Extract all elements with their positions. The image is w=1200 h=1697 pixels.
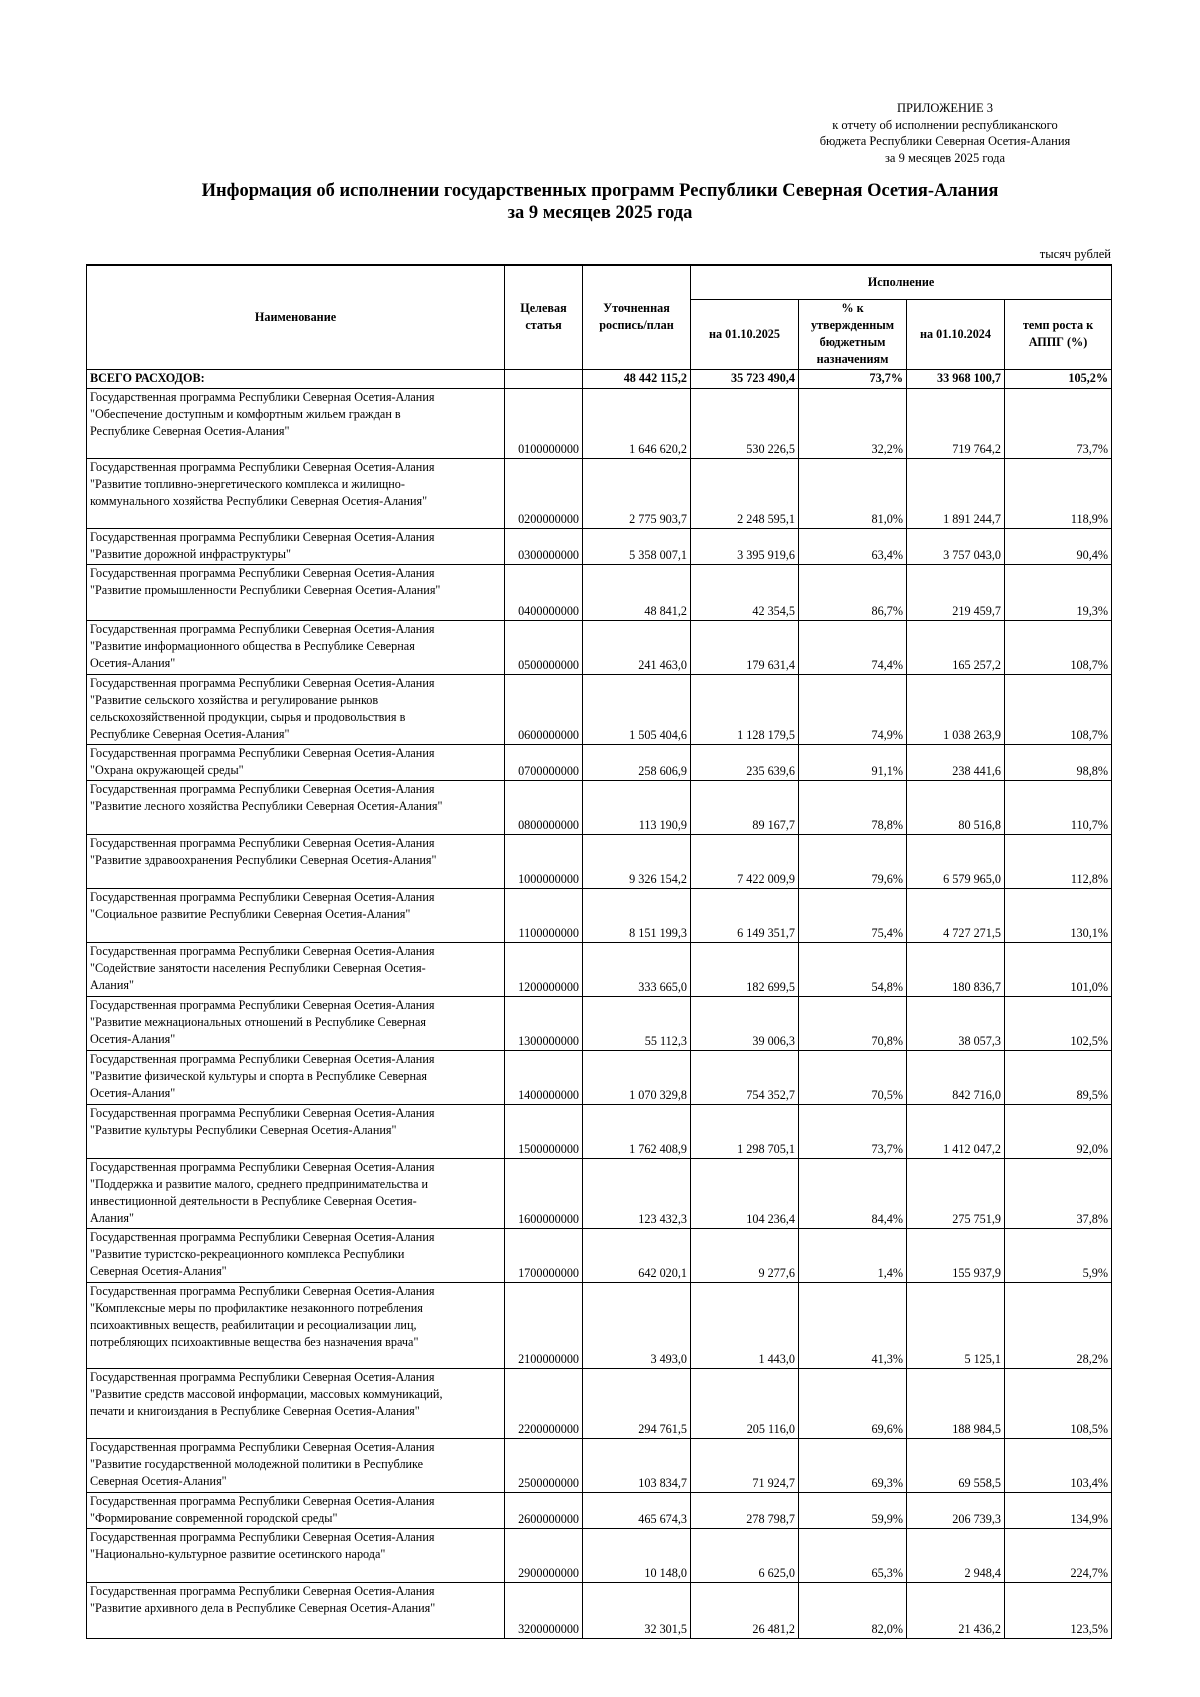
- program-name: [87, 528, 505, 564]
- header-growth: темп роста к АППГ (%): [1005, 299, 1112, 369]
- cell-percent: 74,9%: [799, 674, 907, 744]
- cell-code: 3200000000: [505, 1582, 583, 1638]
- cell-growth: 130,1%: [1005, 888, 1112, 942]
- programs-table: [86, 264, 1112, 1639]
- cell-percent: 91,1%: [799, 744, 907, 780]
- table-row: [87, 1528, 1112, 1582]
- cell-code: 1200000000: [505, 942, 583, 996]
- cell-previous: 4 727 271,5: [907, 888, 1005, 942]
- cell-percent: 78,8%: [799, 780, 907, 834]
- program-name-line: "Охрана окружающей среды": [90, 762, 244, 777]
- program-name-line: "Содействие занятости населения Республики Северная Осетия-: [90, 960, 426, 975]
- program-name-line: Северная Осетия-Алания": [90, 1473, 227, 1488]
- cell-current: 179 631,4: [691, 620, 799, 674]
- cell-percent: 32,2%: [799, 388, 907, 458]
- table-body: [87, 369, 1112, 1638]
- cell-growth: 108,7%: [1005, 674, 1112, 744]
- table-row: [87, 1228, 1112, 1282]
- program-name: [87, 1104, 505, 1158]
- cell-code: 0500000000: [505, 620, 583, 674]
- cell-growth: 19,3%: [1005, 564, 1112, 620]
- table-row: [87, 528, 1112, 564]
- cell-previous: 1 412 047,2: [907, 1104, 1005, 1158]
- cell-code: 1300000000: [505, 996, 583, 1050]
- cell-previous: 80 516,8: [907, 780, 1005, 834]
- program-name: [87, 1228, 505, 1282]
- table-row: [87, 1104, 1112, 1158]
- program-name-line: "Обеспечение доступным и комфортным жильем граждан в: [90, 406, 401, 421]
- cell-plan: 241 463,0: [583, 620, 691, 674]
- cell-current: 1 443,0: [691, 1282, 799, 1368]
- program-name-line: Осетия-Алания": [90, 655, 176, 670]
- cell-growth: 224,7%: [1005, 1528, 1112, 1582]
- cell-previous: 2 948,4: [907, 1528, 1005, 1582]
- cell-code: 0200000000: [505, 458, 583, 528]
- program-name-line: Государственная программа Республики Северная Осетия-Алания: [90, 459, 435, 474]
- header-plan: Уточненная роспись/план: [583, 265, 691, 369]
- cell-current: 71 924,7: [691, 1438, 799, 1492]
- program-name-line: Государственная программа Республики Северная Осетия-Алания: [90, 529, 435, 544]
- cell-previous: 165 257,2: [907, 620, 1005, 674]
- cell-code: 2500000000: [505, 1438, 583, 1492]
- annex-header: [800, 100, 1090, 166]
- program-name: [87, 388, 505, 458]
- cell-code: 2200000000: [505, 1368, 583, 1438]
- total-row: [87, 369, 1112, 388]
- cell-current: 104 236,4: [691, 1158, 799, 1228]
- cell-previous: 5 125,1: [907, 1282, 1005, 1368]
- cell-code: 0700000000: [505, 744, 583, 780]
- cell-previous: 275 751,9: [907, 1158, 1005, 1228]
- table-row: [87, 942, 1112, 996]
- program-name: [87, 1158, 505, 1228]
- cell-current: 1 128 179,5: [691, 674, 799, 744]
- table-row: [87, 1438, 1112, 1492]
- program-name-line: инвестиционной деятельности в Республике Северная Осетия-: [90, 1193, 417, 1208]
- cell-plan: 55 112,3: [583, 996, 691, 1050]
- cell-plan: 465 674,3: [583, 1492, 691, 1528]
- cell-code: 2100000000: [505, 1282, 583, 1368]
- cell-code: 1500000000: [505, 1104, 583, 1158]
- program-name-line: "Комплексные меры по профилактике незаконного потребления: [90, 1300, 423, 1315]
- cell-plan: 258 606,9: [583, 744, 691, 780]
- table-row: [87, 1368, 1112, 1438]
- program-name-line: Государственная программа Республики Северная Осетия-Алания: [90, 1159, 435, 1174]
- title-line: за 9 месяцев 2025 года: [507, 203, 693, 223]
- cell-code: 1000000000: [505, 834, 583, 888]
- cell-previous: 206 739,3: [907, 1492, 1005, 1528]
- cell-code: 0600000000: [505, 674, 583, 744]
- program-name: [87, 674, 505, 744]
- table-row: [87, 1282, 1112, 1368]
- table-row: [87, 458, 1112, 528]
- program-name: [87, 1492, 505, 1528]
- program-name: [87, 1282, 505, 1368]
- total-plan: 48 442 115,2: [583, 369, 691, 388]
- total-growth: 105,2%: [1005, 369, 1112, 388]
- cell-percent: 75,4%: [799, 888, 907, 942]
- program-name-line: сельскохозяйственной продукции, сырья и продовольствия в: [90, 709, 406, 724]
- table-row: [87, 834, 1112, 888]
- cell-code: 1700000000: [505, 1228, 583, 1282]
- cell-code: 1100000000: [505, 888, 583, 942]
- cell-growth: 90,4%: [1005, 528, 1112, 564]
- cell-plan: 103 834,7: [583, 1438, 691, 1492]
- cell-current: 7 422 009,9: [691, 834, 799, 888]
- cell-plan: 333 665,0: [583, 942, 691, 996]
- cell-growth: 98,8%: [1005, 744, 1112, 780]
- program-name-line: Республике Северная Осетия-Алания": [90, 726, 290, 741]
- cell-current: 1 298 705,1: [691, 1104, 799, 1158]
- table-row: [87, 674, 1112, 744]
- program-name-line: "Социальное развитие Республики Северная Осетия-Алания": [90, 906, 411, 921]
- table-row: [87, 1492, 1112, 1528]
- program-name: [87, 1528, 505, 1582]
- program-name: [87, 996, 505, 1050]
- cell-current: 530 226,5: [691, 388, 799, 458]
- program-name-line: потребляющих психоактивные вещества без назначения врача": [90, 1334, 419, 1349]
- cell-percent: 65,3%: [799, 1528, 907, 1582]
- cell-growth: 118,9%: [1005, 458, 1112, 528]
- program-name-line: Государственная программа Республики Северная Осетия-Алания: [90, 745, 435, 760]
- cell-percent: 63,4%: [799, 528, 907, 564]
- cell-plan: 1 762 408,9: [583, 1104, 691, 1158]
- program-name-line: психоактивных веществ, реабилитации и ресоциализации лиц,: [90, 1317, 417, 1332]
- program-name-line: Государственная программа Республики Северная Осетия-Алания: [90, 1051, 435, 1066]
- cell-plan: 8 151 199,3: [583, 888, 691, 942]
- cell-growth: 89,5%: [1005, 1050, 1112, 1104]
- program-name-line: Государственная программа Республики Северная Осетия-Алания: [90, 943, 435, 958]
- cell-current: 42 354,5: [691, 564, 799, 620]
- cell-percent: 82,0%: [799, 1582, 907, 1638]
- program-name: [87, 888, 505, 942]
- cell-plan: 32 301,5: [583, 1582, 691, 1638]
- program-name-line: "Поддержка и развитие малого, среднего предпринимательства и: [90, 1176, 429, 1191]
- header-previous: на 01.10.2024: [907, 299, 1005, 369]
- cell-plan: 48 841,2: [583, 564, 691, 620]
- total-current: 35 723 490,4: [691, 369, 799, 388]
- program-name-line: "Формирование современной городской среды": [90, 1510, 338, 1525]
- annex-line: к отчету об исполнении республиканского: [832, 117, 1058, 132]
- cell-current: 89 167,7: [691, 780, 799, 834]
- cell-plan: 1 070 329,8: [583, 1050, 691, 1104]
- program-name-line: Государственная программа Республики Северная Осетия-Алания: [90, 1493, 435, 1508]
- cell-current: 6 625,0: [691, 1528, 799, 1582]
- cell-plan: 113 190,9: [583, 780, 691, 834]
- cell-plan: 9 326 154,2: [583, 834, 691, 888]
- program-name-line: Государственная программа Республики Северная Осетия-Алания: [90, 997, 435, 1012]
- program-name: [87, 1582, 505, 1638]
- cell-current: 9 277,6: [691, 1228, 799, 1282]
- program-name-line: Государственная программа Республики Северная Осетия-Алания: [90, 889, 435, 904]
- program-name-line: "Развитие государственной молодежной политики в Республике: [90, 1456, 424, 1471]
- cell-percent: 69,3%: [799, 1438, 907, 1492]
- cell-current: 205 116,0: [691, 1368, 799, 1438]
- cell-current: 754 352,7: [691, 1050, 799, 1104]
- program-name-line: "Развитие информационного общества в Республике Северная: [90, 638, 415, 653]
- table-row: [87, 744, 1112, 780]
- cell-growth: 110,7%: [1005, 780, 1112, 834]
- cell-percent: 59,9%: [799, 1492, 907, 1528]
- program-name-line: Государственная программа Республики Северная Осетия-Алания: [90, 781, 435, 796]
- program-name-line: Алания": [90, 1210, 134, 1225]
- table-row: [87, 620, 1112, 674]
- program-name: [87, 1438, 505, 1492]
- cell-growth: 5,9%: [1005, 1228, 1112, 1282]
- program-name-line: "Развитие межнациональных отношений в Республике Северная: [90, 1014, 426, 1029]
- cell-current: 26 481,2: [691, 1582, 799, 1638]
- program-name: [87, 564, 505, 620]
- program-name-line: Государственная программа Республики Северная Осетия-Алания: [90, 1369, 435, 1384]
- cell-percent: 74,4%: [799, 620, 907, 674]
- program-name-line: "Развитие сельского хозяйства и регулирование рынков: [90, 692, 379, 707]
- cell-previous: 842 716,0: [907, 1050, 1005, 1104]
- total-previous: 33 968 100,7: [907, 369, 1005, 388]
- header-execution: Исполнение: [691, 265, 1112, 299]
- cell-percent: 41,3%: [799, 1282, 907, 1368]
- program-name-line: Государственная программа Республики Северная Осетия-Алания: [90, 1229, 435, 1244]
- program-name-line: "Развитие промышленности Республики Северная Осетия-Алания": [90, 582, 441, 597]
- cell-plan: 1 505 404,6: [583, 674, 691, 744]
- cell-growth: 103,4%: [1005, 1438, 1112, 1492]
- program-name-line: Государственная программа Республики Северная Осетия-Алания: [90, 675, 435, 690]
- cell-percent: 86,7%: [799, 564, 907, 620]
- cell-plan: 123 432,3: [583, 1158, 691, 1228]
- cell-previous: 21 436,2: [907, 1582, 1005, 1638]
- cell-previous: 3 757 043,0: [907, 528, 1005, 564]
- program-name-line: Государственная программа Республики Северная Осетия-Алания: [90, 1439, 435, 1454]
- program-name-line: "Развитие здравоохранения Республики Северная Осетия-Алания": [90, 852, 437, 867]
- cell-percent: 73,7%: [799, 1104, 907, 1158]
- cell-code: 0400000000: [505, 564, 583, 620]
- table-row: [87, 780, 1112, 834]
- program-name-line: Осетия-Алания": [90, 1031, 176, 1046]
- cell-plan: 3 493,0: [583, 1282, 691, 1368]
- cell-current: 2 248 595,1: [691, 458, 799, 528]
- table-row: [87, 388, 1112, 458]
- cell-previous: 38 057,3: [907, 996, 1005, 1050]
- program-name-line: "Развитие туристско-рекреационного комплекса Республики: [90, 1246, 405, 1261]
- program-name: [87, 834, 505, 888]
- cell-plan: 5 358 007,1: [583, 528, 691, 564]
- cell-percent: 70,5%: [799, 1050, 907, 1104]
- cell-code: 1600000000: [505, 1158, 583, 1228]
- cell-current: 278 798,7: [691, 1492, 799, 1528]
- cell-growth: 108,7%: [1005, 620, 1112, 674]
- cell-plan: 10 148,0: [583, 1528, 691, 1582]
- program-name-line: Государственная программа Республики Северная Осетия-Алания: [90, 1529, 435, 1544]
- program-name-line: "Развитие физической культуры и спорта в Республике Северная: [90, 1068, 428, 1083]
- program-name-line: "Развитие дорожной инфраструктуры": [90, 546, 291, 561]
- cell-current: 3 395 919,6: [691, 528, 799, 564]
- program-name-line: Государственная программа Республики Северная Осетия-Алания: [90, 835, 435, 850]
- annex-line: за 9 месяцев 2025 года: [884, 150, 1006, 165]
- cell-plan: 642 020,1: [583, 1228, 691, 1282]
- program-name-line: "Развитие архивного дела в Республике Северная Осетия-Алания": [90, 1600, 436, 1615]
- cell-previous: 219 459,7: [907, 564, 1005, 620]
- program-name-line: Государственная программа Республики Северная Осетия-Алания: [90, 1583, 435, 1598]
- annex-line: ПРИЛОЖЕНИЕ 3: [896, 101, 994, 115]
- annex-line: бюджета Республики Северная Осетия-Алания: [819, 134, 1071, 148]
- program-name-line: "Развитие топливно-энергетического комплекса и жилищно-: [90, 476, 405, 491]
- cell-previous: 69 558,5: [907, 1438, 1005, 1492]
- header-name: Наименование: [87, 265, 505, 369]
- program-name-line: печати и книгоиздания в Республике Северная Осетия-Алания": [90, 1403, 420, 1418]
- program-name-line: "Национально-культурное развитие осетинского народа": [90, 1546, 386, 1561]
- header-current: на 01.10.2025: [691, 299, 799, 369]
- program-name-line: "Развитие средств массовой информации, массовых коммуникаций,: [90, 1386, 443, 1401]
- cell-growth: 108,5%: [1005, 1368, 1112, 1438]
- cell-previous: 238 441,6: [907, 744, 1005, 780]
- total-percent: 73,7%: [799, 369, 907, 388]
- units-label: тысяч рублей: [1039, 247, 1111, 261]
- cell-previous: 180 836,7: [907, 942, 1005, 996]
- cell-code: 2600000000: [505, 1492, 583, 1528]
- program-name-line: "Развитие лесного хозяйства Республики Северная Осетия-Алания": [90, 798, 443, 813]
- cell-percent: 79,6%: [799, 834, 907, 888]
- table-row: [87, 564, 1112, 620]
- cell-plan: 2 775 903,7: [583, 458, 691, 528]
- document-title: [0, 180, 1200, 224]
- table-header: [87, 265, 1112, 369]
- cell-code: 1400000000: [505, 1050, 583, 1104]
- total-name: ВСЕГО РАСХОДОВ:: [87, 369, 505, 388]
- cell-current: 235 639,6: [691, 744, 799, 780]
- program-name: [87, 1050, 505, 1104]
- program-name: [87, 620, 505, 674]
- cell-percent: 1,4%: [799, 1228, 907, 1282]
- program-name-line: Государственная программа Республики Северная Осетия-Алания: [90, 565, 435, 580]
- cell-current: 6 149 351,7: [691, 888, 799, 942]
- table-row: [87, 888, 1112, 942]
- cell-code: 0100000000: [505, 388, 583, 458]
- cell-percent: 70,8%: [799, 996, 907, 1050]
- program-name-line: Республике Северная Осетия-Алания": [90, 423, 290, 438]
- cell-growth: 92,0%: [1005, 1104, 1112, 1158]
- program-name-line: Северная Осетия-Алания": [90, 1263, 227, 1278]
- cell-growth: 73,7%: [1005, 388, 1112, 458]
- cell-plan: 1 646 620,2: [583, 388, 691, 458]
- cell-previous: 188 984,5: [907, 1368, 1005, 1438]
- table-row: [87, 1582, 1112, 1638]
- cell-previous: 719 764,2: [907, 388, 1005, 458]
- cell-percent: 81,0%: [799, 458, 907, 528]
- cell-previous: 6 579 965,0: [907, 834, 1005, 888]
- header-percent: % к утвержденным бюджетным назначениям: [799, 299, 907, 369]
- cell-growth: 123,5%: [1005, 1582, 1112, 1638]
- program-name: [87, 744, 505, 780]
- cell-code: 2900000000: [505, 1528, 583, 1582]
- program-name-line: Алания": [90, 977, 134, 992]
- cell-growth: 28,2%: [1005, 1282, 1112, 1368]
- cell-growth: 101,0%: [1005, 942, 1112, 996]
- table-row: [87, 1050, 1112, 1104]
- cell-growth: 102,5%: [1005, 996, 1112, 1050]
- program-name-line: коммунального хозяйства Республики Северная Осетия-Алания": [90, 493, 428, 508]
- cell-percent: 69,6%: [799, 1368, 907, 1438]
- program-name-line: Государственная программа Республики Северная Осетия-Алания: [90, 1283, 435, 1298]
- cell-percent: 54,8%: [799, 942, 907, 996]
- program-name: [87, 780, 505, 834]
- cell-growth: 37,8%: [1005, 1158, 1112, 1228]
- program-name-line: "Развитие культуры Республики Северная Осетия-Алания": [90, 1122, 397, 1137]
- cell-previous: 1 891 244,7: [907, 458, 1005, 528]
- table-row: [87, 1158, 1112, 1228]
- cell-previous: 1 038 263,9: [907, 674, 1005, 744]
- program-name: [87, 942, 505, 996]
- cell-percent: 84,4%: [799, 1158, 907, 1228]
- cell-growth: 134,9%: [1005, 1492, 1112, 1528]
- cell-code: 0800000000: [505, 780, 583, 834]
- cell-growth: 112,8%: [1005, 834, 1112, 888]
- program-name: [87, 1368, 505, 1438]
- cell-current: 182 699,5: [691, 942, 799, 996]
- table-row: [87, 996, 1112, 1050]
- program-name-line: Государственная программа Республики Северная Осетия-Алания: [90, 389, 435, 404]
- cell-current: 39 006,3: [691, 996, 799, 1050]
- program-name-line: Государственная программа Республики Северная Осетия-Алания: [90, 1105, 435, 1120]
- header-code: Целевая статья: [505, 265, 583, 369]
- program-name-line: Осетия-Алания": [90, 1085, 176, 1100]
- program-name: [87, 458, 505, 528]
- cell-previous: 155 937,9: [907, 1228, 1005, 1282]
- title-line: Информация об исполнении государственных программ Республики Северная Осетия-Алания: [201, 181, 999, 201]
- cell-code: 0300000000: [505, 528, 583, 564]
- total-code: [505, 369, 583, 388]
- cell-plan: 294 761,5: [583, 1368, 691, 1438]
- program-name-line: Государственная программа Республики Северная Осетия-Алания: [90, 621, 435, 636]
